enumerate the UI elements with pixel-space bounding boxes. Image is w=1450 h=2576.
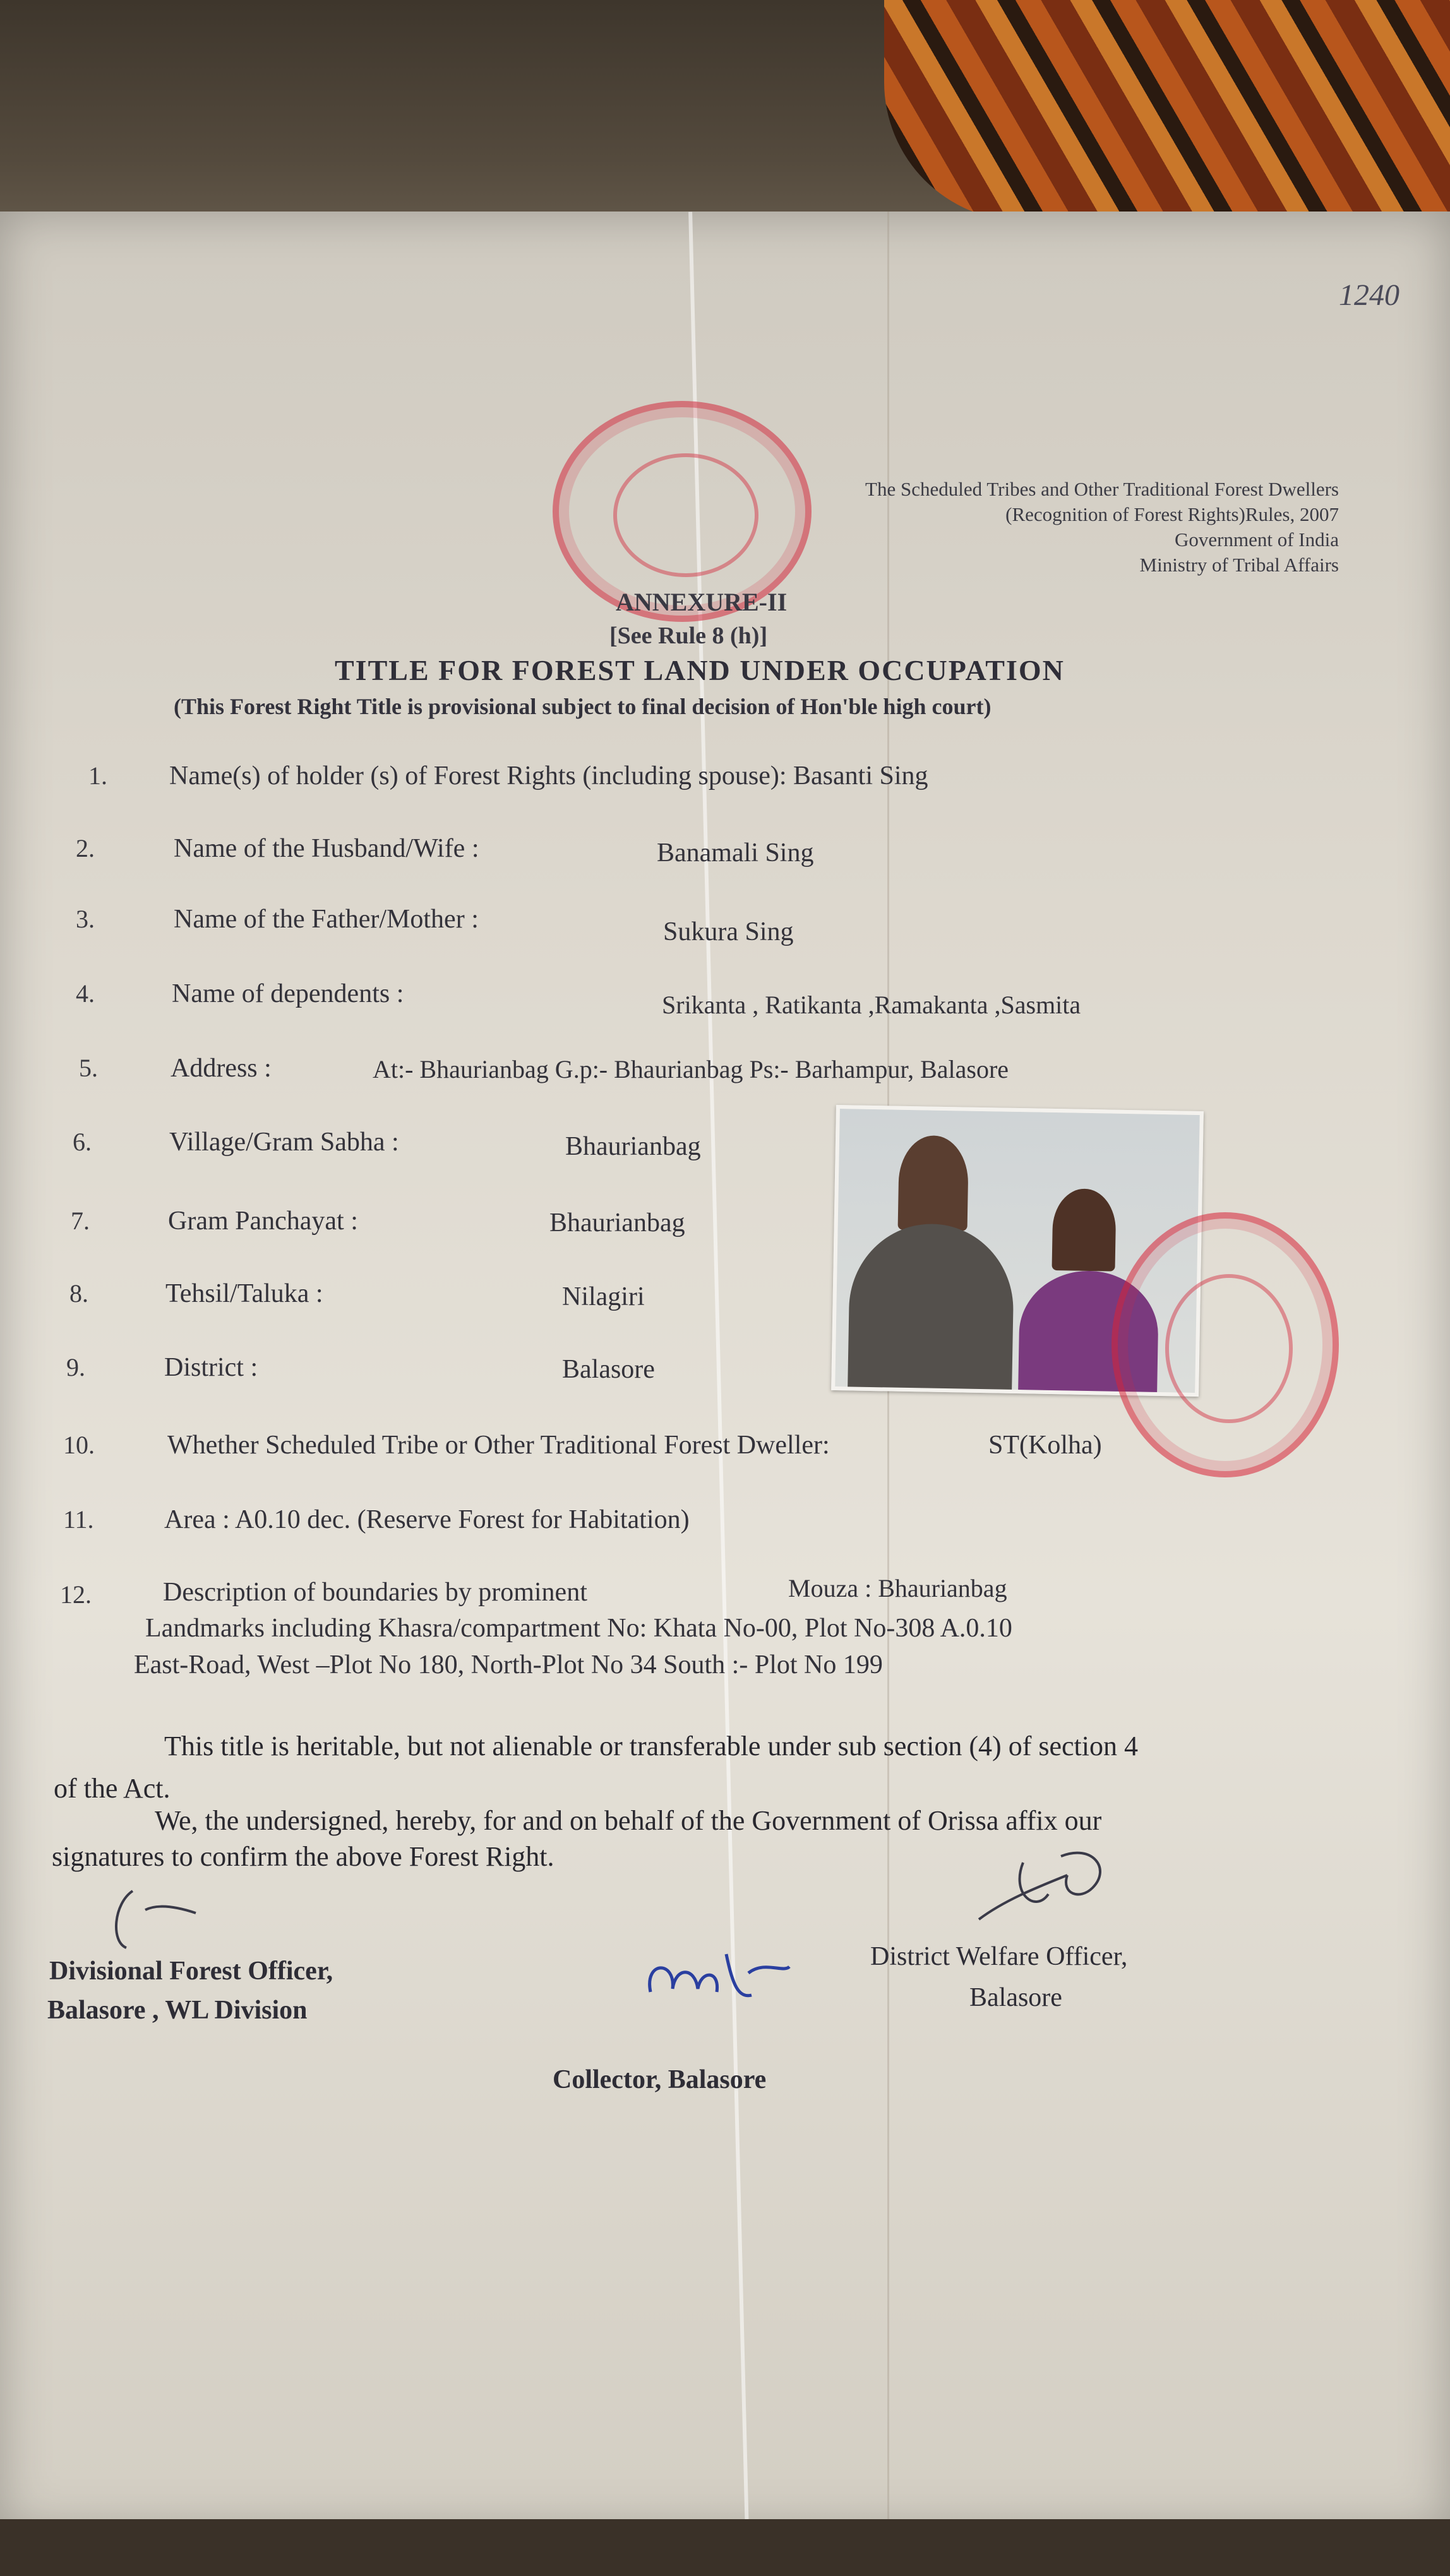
dwo-designation: District Welfare Officer, [870, 1942, 1128, 1971]
field-value: Sukura Sing [663, 917, 794, 946]
field-label: Tehsil/Taluka : [165, 1279, 323, 1308]
page-number: 1240 [1339, 278, 1399, 312]
rules-line: The Scheduled Tribes and Other Traditional Forest Dwellers [865, 478, 1339, 500]
boundaries-line: East-Road, West –Plot No 180, North-Plot No 34 South :- Plot No 199 [134, 1650, 883, 1679]
field-label: Name(s) of holder (s) of Forest Rights (including spouse): Basanti Sing [169, 761, 928, 790]
field-value: Balasore [562, 1355, 655, 1384]
rules-line: Government of India [1175, 528, 1339, 551]
field-value: Banamali Sing [657, 838, 814, 868]
field-label: Name of dependents : [172, 979, 404, 1008]
undersigned-clause: signatures to confirm the above Forest Right. [52, 1841, 554, 1872]
heritable-clause: of the Act. [54, 1773, 171, 1804]
fabric-cloth [884, 0, 1450, 221]
field-label: District : [164, 1353, 258, 1382]
field-number: 12. [60, 1580, 92, 1609]
heritable-clause: This title is heritable, but not alienable or transferable under sub section (4) of section 4 [164, 1731, 1138, 1762]
field-value: Srikanta , Ratikanta ,Ramakanta ,Sasmita [662, 991, 1081, 1019]
field-number: 6. [73, 1128, 92, 1156]
field-number: 11. [63, 1505, 94, 1534]
dfo-designation: Divisional Forest Officer, [49, 1957, 333, 1986]
field-label: Gram Panchayat : [168, 1207, 358, 1236]
field-label: Whether Scheduled Tribe or Other Traditional Forest Dweller: [167, 1431, 830, 1460]
field-value: Bhaurianbag [565, 1132, 701, 1161]
collector-designation: Collector, Balasore [553, 2065, 767, 2094]
field-number: 7. [71, 1207, 90, 1235]
signature-dfo [107, 1885, 208, 1954]
field-label: Village/Gram Sabha : [169, 1128, 399, 1157]
table-edge [0, 2519, 1450, 2576]
field-label: Address : [171, 1054, 272, 1083]
dfo-office: Balasore , WL Division [47, 1996, 308, 2025]
field-value: Nilagiri [562, 1282, 645, 1311]
document-subtitle: (This Forest Right Title is provisional subject to final decision of Hon'ble high court) [174, 694, 992, 719]
field-number: 1. [88, 761, 107, 790]
field-number: 8. [69, 1279, 88, 1308]
official-seal-photo [1111, 1212, 1339, 1477]
rules-line: Ministry of Tribal Affairs [1139, 554, 1339, 576]
annexure-label: ANNEXURE-II [616, 588, 788, 616]
field-value: Bhaurianbag [549, 1208, 685, 1237]
person-husband-head [898, 1135, 969, 1231]
rule-reference: [See Rule 8 (h)] [609, 623, 768, 649]
field-label: Name of the Husband/Wife : [174, 834, 479, 863]
field-number: 4. [76, 979, 95, 1008]
document-title: TITLE FOR FOREST LAND UNDER OCCUPATION [335, 654, 1065, 686]
dwo-office: Balasore [969, 1983, 1062, 2012]
boundaries-line: Landmarks including Khasra/compartment No: Khata No-00, Plot No-308 A.0.10 [145, 1614, 1012, 1643]
signature-collector [638, 1935, 802, 2017]
field-value: At:- Bhaurianbag G.p:- Bhaurianbag Ps:- Barhampur, Balasore [373, 1055, 1009, 1083]
undersigned-clause: We, the undersigned, hereby, for and on behalf of the Government of Orissa affix our [155, 1805, 1102, 1836]
boundaries-mouza: Mouza : Bhaurianbag [788, 1574, 1007, 1602]
field-label: Name of the Father/Mother : [174, 905, 479, 934]
rules-header [865, 477, 1339, 578]
field-number: 5. [79, 1054, 98, 1082]
person-wife-head [1052, 1188, 1116, 1272]
field-label: Area : A0.10 dec. (Reserve Forest for Habitation) [164, 1505, 690, 1534]
field-number: 10. [63, 1431, 95, 1459]
field-value: ST(Kolha) [988, 1431, 1102, 1460]
field-number: 9. [66, 1353, 85, 1381]
field-number: 3. [76, 905, 95, 933]
field-number: 2. [76, 834, 95, 862]
rules-line: (Recognition of Forest Rights)Rules, 2007 [1005, 503, 1339, 525]
boundaries-line: Description of boundaries by prominent [163, 1578, 587, 1607]
signature-dwo [966, 1837, 1130, 1932]
